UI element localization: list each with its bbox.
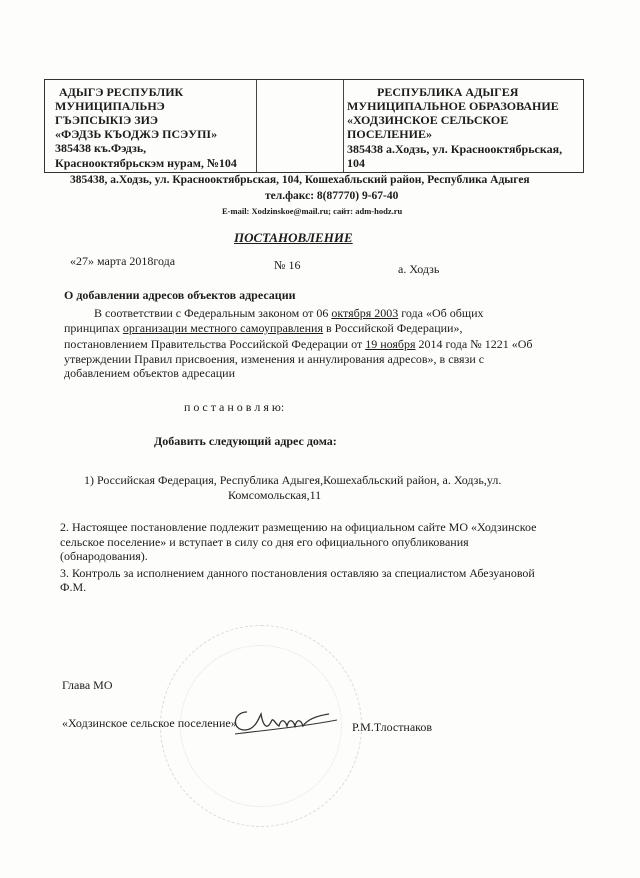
- header-divider: [343, 80, 344, 172]
- preamble-line: В соответствии с Федеральным законом от 06 октября 2003 года «Об общих: [94, 306, 484, 320]
- header-table: [44, 79, 584, 173]
- address-item-cont: Комсомольская,11: [228, 488, 322, 502]
- header-left-line3: ГЪЭПСЫКІЭ ЗИЭ: [55, 113, 159, 127]
- header-left-line1: АДЫГЭ РЕСПУБЛИК: [59, 85, 184, 99]
- header-right-line6: 104: [347, 156, 365, 170]
- header-email: E-mail: Xodzinskoe@mail.ru; сайт: adm-hodz.ru: [222, 206, 403, 216]
- document-number: № 16: [274, 258, 301, 272]
- paragraph-2: 2. Настоящее постановление подлежит размещению на официальном сайте МО «Ходзинское: [60, 520, 537, 534]
- header-right-line3: «ХОДЗИНСКОЕ СЕЛЬСКОЕ: [347, 113, 509, 127]
- header-left-line5: 385438 къ.Фэдзь,: [55, 141, 147, 155]
- signature-name: Р.М.Тлостнаков: [352, 720, 433, 734]
- document-subject: О добавлении адресов объектов адресации: [64, 288, 296, 302]
- header-right-line4: ПОСЕЛЕНИЕ»: [347, 127, 432, 141]
- handwritten-signature: [225, 700, 345, 740]
- header-address: 385438, а.Ходзь, ул. Краснооктябрьская, 104, Кошехабльский район, Республика Адыгея: [70, 174, 530, 186]
- paragraph-3: Ф.М.: [60, 580, 87, 594]
- preamble-line: принципах организации местного самоуправления в Российской Федерации»,: [64, 321, 463, 335]
- document-date: «27» марта 2018года: [70, 254, 176, 268]
- preamble-line: постановлением Правительства Российской Федерации от 19 ноября 2014 года № 1221 «Об: [64, 337, 533, 351]
- paragraph-3: 3. Контроль за исполнением данного постановления оставляю за специалистом Абезуановой: [60, 566, 535, 580]
- header-left-line4: «ФЭДЗЬ КЪОДЖЭ ПСЭУПІ»: [55, 127, 218, 141]
- header-left-line6: Краснооктябрьскэм нурам, №104: [55, 156, 237, 170]
- document-title: ПОСТАНОВЛЕНИЕ: [234, 230, 353, 245]
- document-place: а. Ходзь: [398, 262, 440, 276]
- paragraph-2: сельское поселение» и вступает в силу со дня его официального опубликования: [60, 535, 469, 549]
- signature-org: «Ходзинское сельское поселение»: [62, 716, 237, 730]
- preamble-line: добавлением объектов адресации: [64, 366, 236, 380]
- header-divider: [256, 80, 257, 172]
- address-item: 1) Российская Федерация, Республика Адыгея,Кошехабльский район, а. Ходзь,ул.: [84, 473, 502, 487]
- header-right-line2: МУНИЦИПАЛЬНОЕ ОБРАЗОВАНИЕ: [347, 99, 559, 113]
- header-left-line2: МУНИЦИПАЛЬНЭ: [55, 99, 165, 113]
- header-phone: тел.факс: 8(87770) 9-67-40: [265, 190, 399, 202]
- signature-title: Глава МО: [62, 678, 113, 692]
- add-heading: Добавить следующий адрес дома:: [154, 434, 337, 448]
- header-right-line1: РЕСПУБЛИКА АДЫГЕЯ: [377, 85, 519, 99]
- preamble-line: утверждении Правил присвоения, изменения и аннулирования адресов», в связи с: [64, 352, 485, 366]
- header-right-line5: 385438 а.Ходзь, ул. Краснооктябрьская,: [347, 142, 563, 156]
- decree-word: п о с т а н о в л я ю:: [184, 400, 285, 414]
- paragraph-2: (обнародования).: [60, 549, 148, 563]
